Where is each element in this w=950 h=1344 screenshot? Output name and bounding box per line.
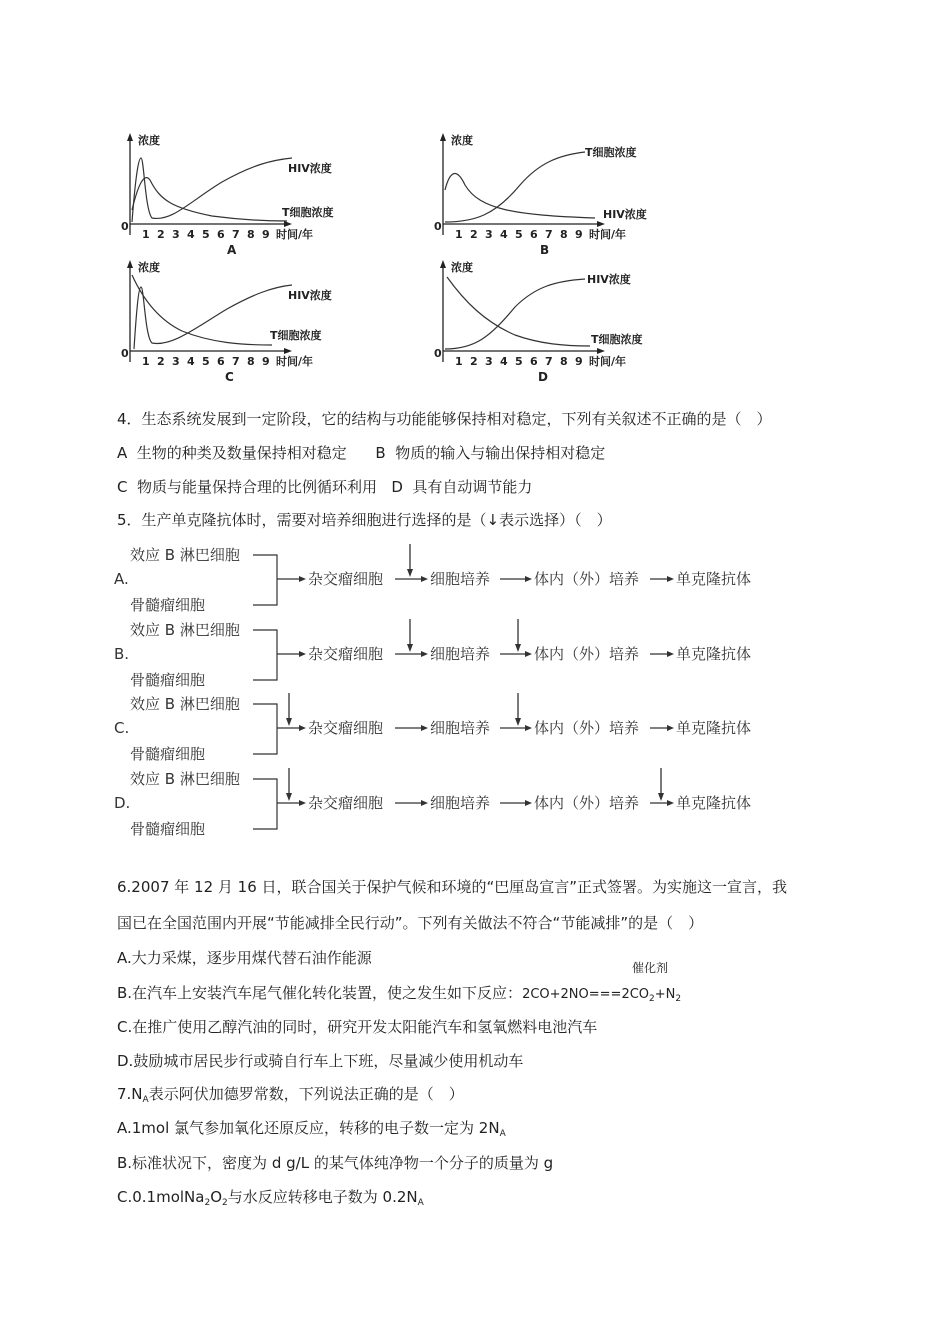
- x-ticks: [455, 228, 583, 241]
- step-in-vivo-vitro: 体内（外）培养: [534, 645, 640, 663]
- input-myeloma-cell: 骨髓瘤细胞: [130, 596, 206, 614]
- tick: 7: [232, 228, 240, 241]
- tick: 4: [187, 228, 195, 241]
- tick: 2: [470, 228, 478, 241]
- input-myeloma-cell: 骨髓瘤细胞: [130, 671, 206, 689]
- tick: 3: [485, 355, 493, 368]
- subscript: 2: [204, 1198, 211, 1208]
- tick: 1: [455, 355, 463, 368]
- x-axis-label: 时间/年: [589, 355, 627, 368]
- graph-a: [112, 130, 372, 255]
- input-effector-b-cell: 效应 B 淋巴细胞: [130, 770, 240, 788]
- step-culture: 细胞培养: [430, 719, 491, 737]
- tick: 4: [500, 355, 508, 368]
- flow-option-c: [110, 691, 790, 771]
- tick: 9: [575, 355, 583, 368]
- tick: 8: [560, 355, 568, 368]
- tick: 5: [202, 355, 210, 368]
- q4-options-ab: A 生物的种类及数量保持相对稳定 B 物质的输入与输出保持相对稳定: [117, 444, 606, 462]
- q6-option-b: [117, 983, 681, 1009]
- reaction-equation: [522, 987, 681, 1002]
- tick: 8: [247, 228, 255, 241]
- step-hybridoma: 杂交瘤细胞: [308, 645, 384, 663]
- tick: 6: [530, 228, 538, 241]
- subscript: 2: [675, 994, 682, 1004]
- q6-option-d: D.鼓励城市居民步行或骑自行车上下班，尽量减少使用机动车: [117, 1052, 524, 1070]
- upper-curve-label: HIV浓度: [288, 162, 332, 175]
- y-axis-label: 浓度: [138, 134, 160, 147]
- lower-curve-label: T细胞浓度: [591, 333, 643, 346]
- tick: 6: [217, 228, 225, 241]
- upper-curve-label: T细胞浓度: [585, 146, 637, 159]
- input-effector-b-cell: 效应 B 淋巴细胞: [130, 695, 240, 713]
- tick: 3: [172, 228, 180, 241]
- subscript: A: [142, 1095, 149, 1105]
- step-hybridoma: 杂交瘤细胞: [308, 570, 384, 588]
- upper-curve-label: HIV浓度: [587, 273, 631, 286]
- flow-option-a: [110, 542, 790, 622]
- option-letter: C.: [114, 719, 130, 737]
- tick: 7: [545, 228, 553, 241]
- lower-curve-label: T细胞浓度: [282, 206, 334, 219]
- graph-c: [112, 257, 372, 382]
- origin-label: 0: [121, 220, 129, 233]
- step-hybridoma: 杂交瘤细胞: [308, 794, 384, 812]
- flow-option-b: [110, 617, 790, 697]
- x-ticks: [142, 228, 270, 241]
- subscript: A: [499, 1129, 506, 1139]
- tick: 2: [157, 228, 165, 241]
- subscript: 2: [649, 994, 655, 1004]
- t-cell-curve: [447, 277, 590, 346]
- tick: 9: [262, 228, 270, 241]
- option-letter: B.: [114, 645, 130, 663]
- q6-stem-line2: 国已在全国范围内开展“节能减排全民行动”。下列有关做法不符合“节能减排”的是（ ）: [117, 914, 704, 932]
- y-axis-label: 浓度: [451, 134, 473, 147]
- tick: 6: [530, 355, 538, 368]
- tick: 7: [232, 355, 240, 368]
- tick: 5: [515, 355, 523, 368]
- x-ticks: [142, 355, 270, 368]
- tick: 4: [500, 228, 508, 241]
- graph-letter: C: [225, 370, 234, 384]
- tick: 3: [485, 228, 493, 241]
- tick: 1: [455, 228, 463, 241]
- tick: 5: [202, 228, 210, 241]
- hiv-curve: [445, 174, 595, 218]
- q7-option-c-part: 与水反应转移电子数为 0.2N: [227, 1188, 418, 1206]
- q4-stem: 4．生态系统发展到一定阶段，它的结构与功能能够保持相对稳定，下列有关叙述不正确的是（ ）: [117, 410, 772, 428]
- step-monoclonal-antibody: 单克隆抗体: [676, 570, 752, 588]
- equation-part: +N: [654, 987, 676, 1002]
- input-myeloma-cell: 骨髓瘤细胞: [130, 820, 206, 838]
- x-axis-label: 时间/年: [276, 355, 314, 368]
- step-in-vivo-vitro: 体内（外）培养: [534, 794, 640, 812]
- step-hybridoma: 杂交瘤细胞: [308, 719, 384, 737]
- q6-option-a: A.大力采煤，逐步用煤代替石油作能源: [117, 949, 372, 967]
- x-axis-label: 时间/年: [589, 228, 627, 241]
- q7-option-a: [117, 1118, 506, 1144]
- hiv-curve: [134, 285, 292, 349]
- q7-option-c: [117, 1187, 424, 1213]
- upper-curve-label: HIV浓度: [288, 289, 332, 302]
- tick: 9: [575, 228, 583, 241]
- lower-curve-label: HIV浓度: [603, 208, 647, 221]
- q7-option-c-part: O: [210, 1188, 223, 1206]
- step-culture: 细胞培养: [430, 794, 491, 812]
- y-axis-label: 浓度: [451, 261, 473, 274]
- step-in-vivo-vitro: 体内（外）培养: [534, 570, 640, 588]
- graph-letter: B: [540, 243, 550, 257]
- input-effector-b-cell: 效应 B 淋巴细胞: [130, 546, 240, 564]
- q7-stem: [117, 1084, 464, 1110]
- tick: 2: [157, 355, 165, 368]
- q6-option-c: C.在推广使用乙醇汽油的同时，研究开发太阳能汽车和氢氧燃料电池汽车: [117, 1018, 598, 1036]
- q7-option-a-text: A.1mol 氯气参加氧化还原反应，转移的电子数一定为 2N: [117, 1119, 500, 1137]
- step-monoclonal-antibody: 单克隆抗体: [676, 794, 752, 812]
- graph-b: [425, 130, 685, 255]
- q6-option-b-text: B.在汽车上安装汽车尾气催化转化装置，使之发生如下反应：: [117, 984, 523, 1002]
- subscript: A: [417, 1198, 424, 1208]
- origin-label: 0: [434, 347, 442, 360]
- tick: 6: [217, 355, 225, 368]
- q7-option-c-part: C.0.1molNa: [117, 1188, 205, 1206]
- option-letter: D.: [114, 794, 131, 812]
- tick: 5: [515, 228, 523, 241]
- step-culture: 细胞培养: [430, 570, 491, 588]
- step-in-vivo-vitro: 体内（外）培养: [534, 719, 640, 737]
- tick: 2: [470, 355, 478, 368]
- q7-stem-part: 表示阿伏加德罗常数，下列说法正确的是（ ）: [148, 1085, 464, 1103]
- step-monoclonal-antibody: 单克隆抗体: [676, 645, 752, 663]
- step-culture: 细胞培养: [430, 645, 491, 663]
- tick: 1: [142, 355, 150, 368]
- flow-option-d: [110, 766, 790, 846]
- tick: 7: [545, 355, 553, 368]
- input-effector-b-cell: 效应 B 淋巴细胞: [130, 621, 240, 639]
- q7-stem-part: 7.N: [117, 1085, 143, 1103]
- graph-d: [425, 257, 685, 382]
- tick: 8: [560, 228, 568, 241]
- x-axis-label: 时间/年: [276, 228, 314, 241]
- input-myeloma-cell: 骨髓瘤细胞: [130, 745, 206, 763]
- option-letter: A.: [114, 570, 129, 588]
- q4-options-cd: C 物质与能量保持合理的比例循环利用 D 具有自动调节能力: [117, 478, 533, 496]
- q7-option-b: B.标准状况下，密度为 d g/L 的某气体纯净物一个分子的质量为 g: [117, 1154, 554, 1172]
- tick: 3: [172, 355, 180, 368]
- origin-label: 0: [121, 347, 129, 360]
- lower-curve-label: T细胞浓度: [270, 329, 322, 342]
- tick: 1: [142, 228, 150, 241]
- catalyst-label: 催化剂: [632, 961, 669, 975]
- hiv-curve: [445, 279, 585, 349]
- x-ticks: [455, 355, 583, 368]
- tick: 9: [262, 355, 270, 368]
- subscript: 2: [222, 1198, 228, 1208]
- t-cell-curve: [132, 178, 287, 221]
- tick: 4: [187, 355, 195, 368]
- t-cell-curve: [132, 275, 272, 345]
- tick: 8: [247, 355, 255, 368]
- graph-letter: A: [227, 243, 237, 257]
- origin-label: 0: [434, 220, 442, 233]
- graph-letter: D: [538, 370, 548, 384]
- equation-part: 2CO+2NO===2CO: [522, 987, 650, 1002]
- q5-stem: 5．生产单克隆抗体时，需要对培养细胞进行选择的是（↓表示选择）（ ）: [117, 511, 612, 529]
- step-monoclonal-antibody: 单克隆抗体: [676, 719, 752, 737]
- y-axis-label: 浓度: [138, 261, 160, 274]
- q6-stem-line1: 6.2007 年 12 月 16 日，联合国关于保护气候和环境的“巴厘岛宣言”正式签署。为实施这一宣言，我: [117, 878, 788, 896]
